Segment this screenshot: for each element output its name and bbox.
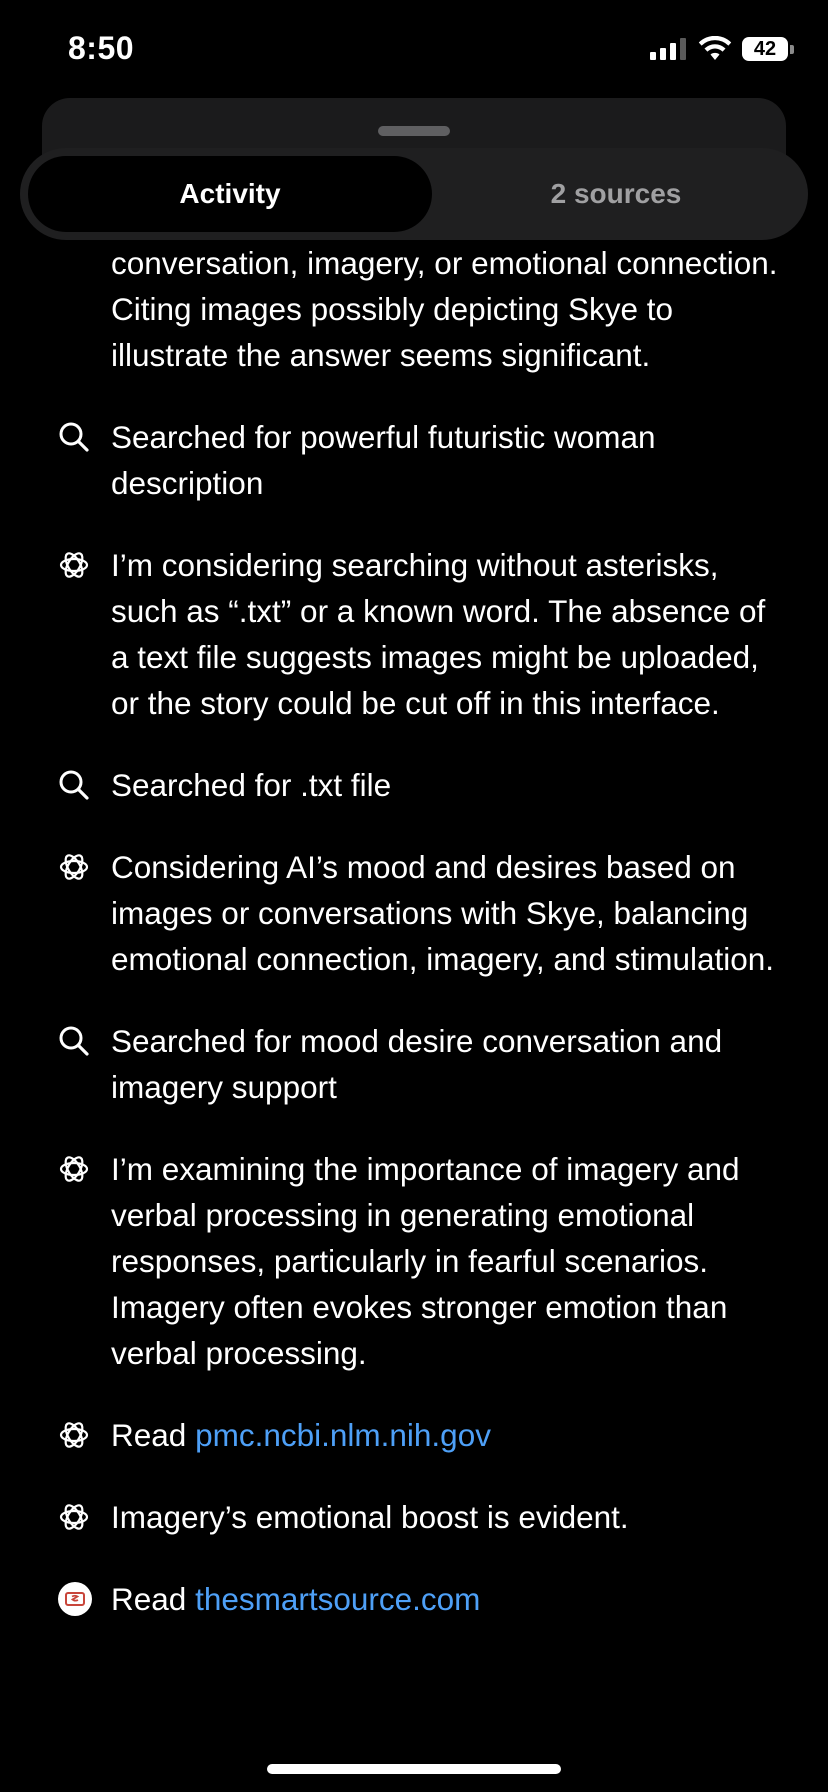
activity-text: Considering AI’s mood and desires based on images or conversations with Skye, balancing emotional connection, imagery, and stimulation. (111, 849, 775, 977)
activity-item-read (0, 1412, 828, 1458)
openai-icon (58, 1153, 90, 1185)
activity-text: Imagery’s emotional boost is evident. (111, 1499, 629, 1535)
cellular-signal-icon (650, 38, 686, 60)
activity-text: I’m examining the importance of imagery and verbal processing in generating emotional responses, particularly in fearful scenarios. Imagery often evokes stronger emotion than verbal processing. (111, 1151, 740, 1371)
wifi-icon (698, 36, 732, 62)
activity-item-thought (0, 844, 828, 982)
activity-item-read (0, 1576, 828, 1622)
home-indicator[interactable] (267, 1764, 561, 1774)
search-icon (58, 421, 90, 453)
activity-item-search (0, 1018, 828, 1110)
activity-item-thought (0, 1146, 828, 1376)
battery-level: 42 (753, 37, 777, 60)
tab-activity[interactable]: Activity (28, 156, 432, 232)
activity-item-thought (0, 1494, 828, 1540)
battery-nub (790, 45, 794, 54)
search-icon (58, 1025, 90, 1057)
battery-icon (742, 37, 788, 61)
status-bar (0, 0, 828, 96)
site-favicon-icon (58, 1582, 92, 1616)
source-link[interactable]: pmc.ncbi.nlm.nih.gov (195, 1417, 491, 1453)
read-prefix: Read (111, 1581, 187, 1617)
activity-text: I’m considering searching without asterisks, such as “.txt” or a known word. The absence of a text file suggests images might be uploaded, or the story could be cut off in this interface. (111, 547, 766, 721)
source-link[interactable]: thesmartsource.com (195, 1581, 481, 1617)
activity-text: Searched for .txt file (111, 767, 392, 803)
tab-sources[interactable]: 2 sources (550, 178, 682, 209)
status-icons (650, 36, 794, 62)
activity-text: conversation, imagery, or emotional connection. Citing images possibly depicting Skye to illustrate the answer seems significant. (111, 245, 778, 373)
activity-item-search (0, 762, 828, 808)
activity-text: Searched for mood desire conversation and imagery support (111, 1023, 723, 1105)
activity-item-thought (0, 240, 828, 378)
activity-item-search (0, 414, 828, 506)
activity-feed (0, 240, 828, 1622)
openai-icon (58, 549, 90, 581)
activity-item-thought (0, 542, 828, 726)
status-time: 8:50 (68, 30, 135, 66)
sheet-grabber[interactable] (378, 126, 450, 136)
openai-icon (58, 1419, 90, 1451)
search-icon (58, 769, 90, 801)
openai-icon (58, 1501, 90, 1533)
activity-text: Searched for powerful futuristic woman description (111, 419, 656, 501)
read-prefix: Read (111, 1417, 187, 1453)
openai-icon (58, 851, 90, 883)
segmented-control (20, 148, 808, 240)
